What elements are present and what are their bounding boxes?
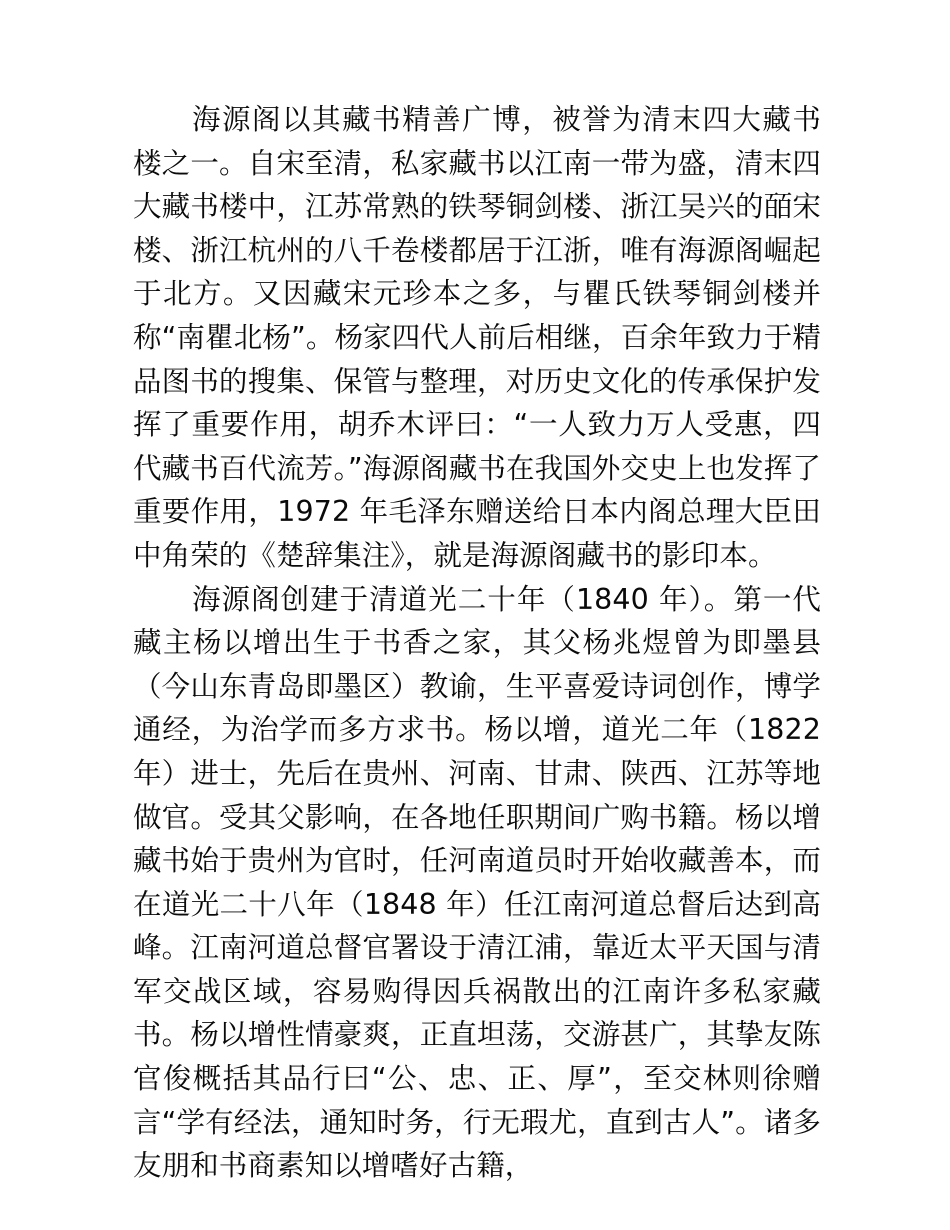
paragraph-1: 海源阁以其藏书精善广博，被誉为清末四大藏书楼之一。自宋至清，私家藏书以江南一带为盛，清末四大藏书楼中，江苏常熟的铁琴铜剑楼、浙江吴兴的皕宋楼、浙江杭州的八千卷楼都居于江浙，唯有海源阁崛起于北方。又因藏宋元珍本之多，与瞿氏铁琴铜剑楼并称“南瞿北杨”。杨家四代人前后相继，百余年致力于精品图书的搜集、保管与整理，对历史文化的传承保护发挥了重要作用，胡乔木评曰：“一人致力万人受惠，四代藏书百代流芳。”海源阁藏书在我国外交史上也发挥了重要作用，1972 年毛泽东赠送给日本内阁总理大臣田中角荣的《楚辞集注》，就是海源阁藏书的影印本。 xyxy=(133,103,821,572)
paragraph-2: 海源阁创建于清道光二十年（1840 年）。第一代藏主杨以增出生于书香之家，其父杨兆煜曾为即墨县（今山东青岛即墨区）教谕，生平喜爱诗词创作，博学通经，为治学而多方求书。杨以增，道光二年（1822 年）进士，先后在贵州、河南、甘肃、陕西、江苏等地做官。受其父影响，在各地任职期间广购书籍。杨以增藏书始于贵州为官时，任河南道员时开始收藏善本，而在道光二十八年（1848 年）任江南河道总督后达到高峰。江南河道总督官署设于清江浦，靠近太平天国与清军交战区域，容易购得因兵祸散出的江南许多私家藏书。杨以增性情豪爽，正直坦荡，交游甚广，其挚友陈官俊概括其品行曰“公、忠、正、厚”，至交林则徐赠言“学有经法，通知时务，行无瑕尤，直到古人”。诸多友朋和书商素知以增嗜好古籍， xyxy=(133,582,821,1183)
body-text-column xyxy=(133,98,821,1188)
